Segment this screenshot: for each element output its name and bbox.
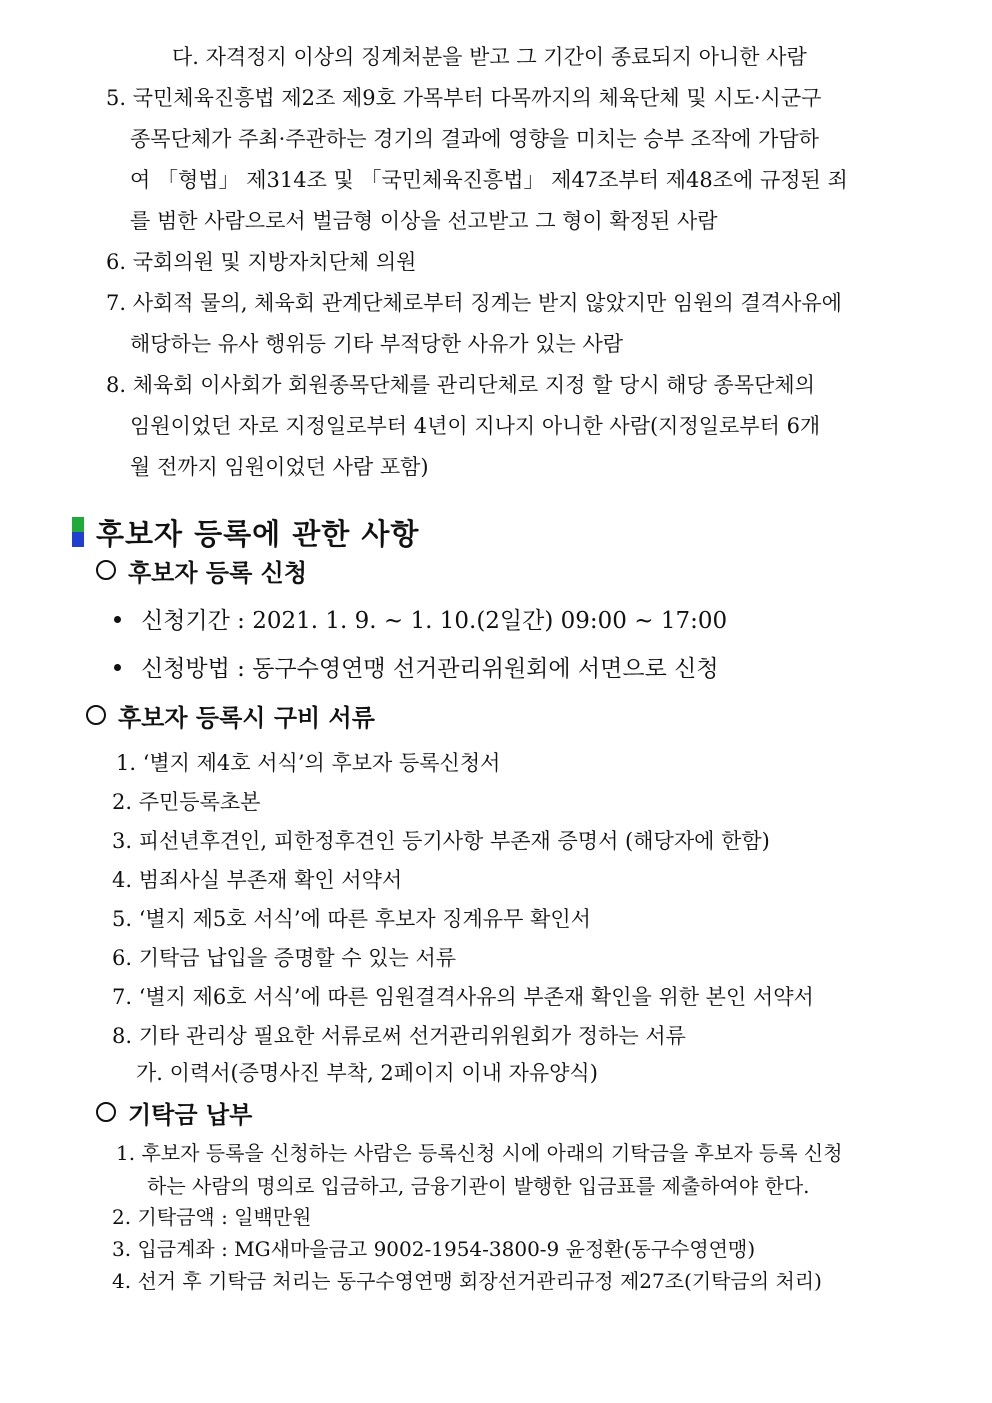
item-5-line-1: 5. 국민체육진흥법 제2조 제9호 가목부터 다목까지의 체육단체 및 시도·시군구: [106, 86, 822, 110]
circle-bullet-icon: [86, 705, 106, 725]
circle-bullet-icon: [96, 1102, 116, 1122]
subheading-registration-text: 후보자 등록 신청: [128, 559, 307, 587]
section-marker-icon: [72, 517, 84, 547]
deposit-item-2: 2. 기탁금액 : 일백만원: [112, 1205, 312, 1229]
circle-bullet-icon: [96, 560, 116, 580]
item-7-line-1: 7. 사회적 물의, 체육회 관계단체로부터 징계는 받지 않았지만 임원의 결격사유에: [106, 291, 842, 315]
item-da-text: 다. 자격정지 이상의 징계처분을 받고 그 기간이 종료되지 아니한 사람: [172, 45, 807, 69]
bullet-method: [114, 654, 719, 684]
doc-item-4: 4. 범죄사실 부존재 확인 서약서: [112, 868, 403, 892]
bullet-dot-icon: [114, 616, 121, 623]
item-5-line-4: 를 범한 사람으로서 벌금형 이상을 선고받고 그 형이 확정된 사람: [130, 209, 718, 233]
item-5-line-2: 종목단체가 주최·주관하는 경기의 결과에 영향을 미치는 승부 조작에 가담하: [130, 127, 819, 151]
section-heading: [72, 514, 419, 550]
doc-item-7: 7. ‘별지 제6호 서식’에 따른 임원결격사유의 부존재 확인을 위한 본인 서약서: [112, 985, 814, 1009]
subheading-registration: [96, 558, 307, 588]
bullet-dot-icon: [114, 664, 121, 671]
doc-item-3: 3. 피선년후견인, 피한정후견인 등기사항 부존재 증명서 (해당자에 한함): [112, 829, 770, 853]
doc-item-2: 2. 주민등록초본: [112, 790, 261, 814]
item-8-line-2: 임원이었던 자로 지정일로부터 4년이 지나지 아니한 사람(지정일로부터 6개: [130, 414, 821, 438]
subheading-documents-text: 후보자 등록시 구비 서류: [118, 704, 375, 732]
item-6-line-1: 6. 국회의원 및 지방자치단체 의원: [106, 250, 417, 274]
section-title: 후보자 등록에 관한 사항: [96, 516, 420, 551]
doc-item-6: 6. 기탁금 납입을 증명할 수 있는 서류: [112, 946, 457, 970]
subheading-documents: [86, 703, 375, 733]
doc-item-1: 1. ‘별지 제4호 서식’의 후보자 등록신청서: [116, 751, 501, 775]
item-8-line-3: 월 전까지 임원이었던 사람 포함): [130, 455, 429, 479]
item-8-line-1: 8. 체육회 이사회가 회원종목단체를 관리단체로 지정 할 당시 해당 종목단체의: [106, 373, 815, 397]
bullet-method-text: 신청방법 : 동구수영연맹 선거관리위원회에 서면으로 신청: [141, 656, 719, 682]
doc-item-8: 8. 기타 관리상 필요한 서류로써 선거관리위원회가 정하는 서류: [112, 1024, 686, 1048]
subheading-deposit: [96, 1100, 252, 1130]
deposit-item-1-line-1: 1. 후보자 등록을 신청하는 사람은 등록신청 시에 아래의 기탁금을 후보자 등록 신청: [116, 1141, 843, 1165]
bullet-period-text: 신청기간 : 2021. 1. 9. ~ 1. 10.(2일간) 09:00 ~ 17:00: [141, 608, 728, 634]
item-7-line-2: 해당하는 유사 행위등 기타 부적당한 사유가 있는 사람: [130, 332, 624, 356]
deposit-item-3: 3. 입금계좌 : MG새마을금고 9002-1954-3800-9 윤정환(동구수영연맹): [112, 1237, 756, 1261]
doc-item-5: 5. ‘별지 제5호 서식’에 따른 후보자 징계유무 확인서: [112, 907, 591, 931]
item-5-line-3: 여 「형법」 제314조 및 「국민체육진흥법」 제47조부터 제48조에 규정된 죄: [130, 168, 848, 192]
doc-item-8-sub: 가. 이력서(증명사진 부착, 2페이지 이내 자유양식): [136, 1061, 598, 1085]
deposit-item-1-line-2: 하는 사람의 명의로 입금하고, 금융기관이 발행한 입금표를 제출하여야 한다.: [147, 1174, 810, 1198]
bullet-period: [114, 606, 727, 636]
deposit-item-4: 4. 선거 후 기탁금 처리는 동구수영연맹 회장선거관리규정 제27조(기탁금의 처리): [112, 1269, 822, 1293]
subheading-deposit-text: 기탁금 납부: [128, 1101, 253, 1129]
